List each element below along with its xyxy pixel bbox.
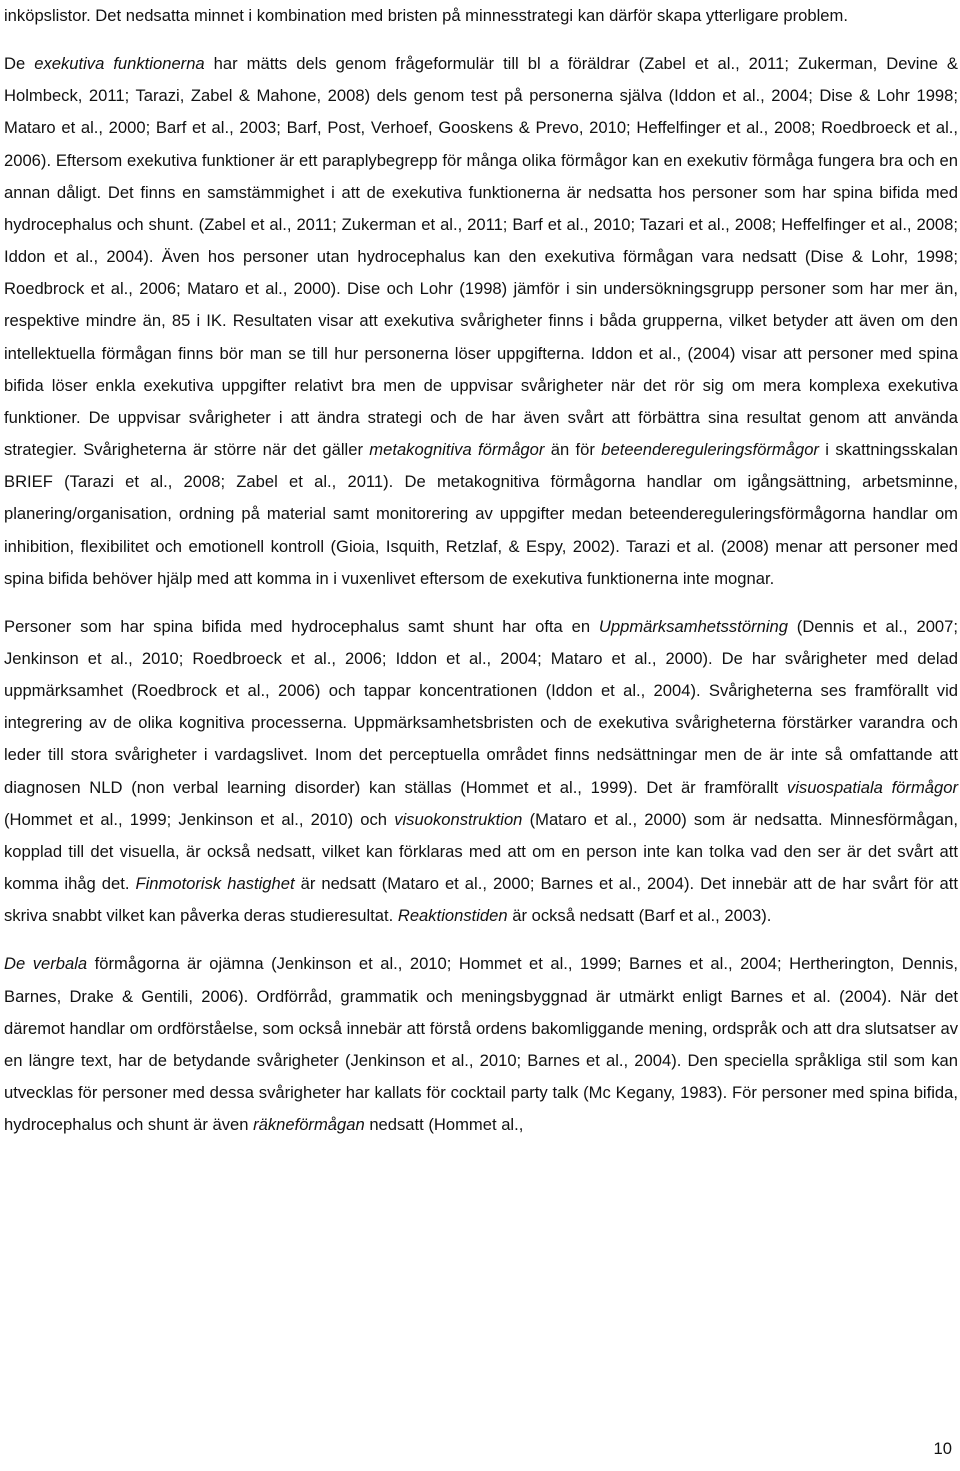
text-run: förmågorna är ojämna (Jenkinson et al., 2010; Hommet et al., 1999; Barnes et al., 2004; Hertherington, Dennis, Barnes, Drake & Gentili, 2006). Ordförråd, grammatik och meningsbyggnad är utmärkt enligt Barnes et al. (2004). När det däremot handlar om ordförståelse, som också innebär att förstå ordens bakomliggande mening, ordspråk och att dra slutsatser av en längre text, har de betydande svårigheter (Jenkinson et al., 2010; Barnes et al., 2004). Den speciella språkliga stil som kan utvecklas för personer med dessa svårigheter har kallats för cocktail party talk (Mc Kegany, 1983). För personer med spina bifida, hydrocephalus och shunt är även xyxy=(4,954,958,1135)
italic-term: Reaktionstiden xyxy=(397,906,508,926)
text-run: inköpslistor. Det nedsatta minnet i kombination med bristen på minnesstrategi kan därför skapa ytterligare problem. xyxy=(4,6,848,25)
text-run: (Dennis et al., 2007; Jenkinson et al., 2010; Roedbroeck et al., 2006; Iddon et al., 2004; Mataro et al., 2000). De har svårigheter med delad uppmärksamhet (Roedbrock et al., 2006) och tappar koncentrationen (Iddon et al., 2004). Svårigheterna ses framförallt vid integrering av de olika kognitiva processerna. Uppmärksamhetsbristen och de exekutiva svårigheterna förstärker varandra och leder till stora svårigheter i vardagslivet. Inom det perceptuella området finns nedsättningar men de är inte så omfattande att diagnosen NLD (non verbal learning disorder) kan ställas (Hommet et al., 1999). Det är framförallt xyxy=(4,616,958,797)
paragraph-memory-strategy xyxy=(4,0,958,32)
italic-term: De verbala xyxy=(4,954,88,974)
italic-term: räkneförmågan xyxy=(253,1115,365,1135)
text-run: nedsatt (Hommet al., xyxy=(364,1115,524,1135)
text-run: har mätts dels genom frågeformulär till bl a föräldrar (Zabel et al., 2011; Zukerman, Devine & Holmbeck, 2011; Tarazi, Zabel & Mahone, 2008) dels genom test på personerna själva (Iddon et al., 2004; Dise & Lohr 1998; Mataro et al., 2000; Barf et al., 2003; Barf, Post, Verhoef, Gooskens & Prevo, 2010; Heffelfinger et al., 2008; Roedbroeck et al., 2006). Eftersom exekutiva funktioner är ett paraplybegrepp för många olika förmågor kan en exekutiv förmåga fungera bra och en annan dåligt. Det finns en samstämmighet i att de exekutiva funktionerna är nedsatta hos personer som har spina bifida med hydrocephalus och shunt. (Zabel et al., 2011; Zukerman et al., 2011; Barf et al., 2010; Tazari et al., 2008; Heffelfinger et al., 2008; Iddon et al., 2004). Även hos personer utan hydrocephalus kan den exekutiva förmågan vara nedsatt (Dise & Lohr, 1998; Roedbrock et al., 2006; Mataro et al., 2000). Dise och Lohr (1998) jämför i sin undersökningsgrupp personer som har mer än, respektive mindre än, 85 i IK. Resultaten visar att exekutiva svårigheter finns i båda grupperna, vilket betyder att även om den intellektuella förmågan finns bör man se till hur personerna löser uppgifterna. Iddon et al., (2004) visar att personer med spina bifida löser enkla exekutiva uppgifter relativt bra men de uppvisar svårigheter när det rör sig om mera komplexa exekutiva funktioner. De uppvisar svårigheter i att ändra strategi och de har även svårt att förbättra sina resultat genom att använda strategier. Svårigheterna är större när det gäller xyxy=(4,54,958,460)
text-run: (Hommet et al., 1999; Jenkinson et al., 2010) och xyxy=(4,809,395,829)
italic-term: Uppmärksamhetsstörning xyxy=(598,616,788,636)
document-body xyxy=(4,0,958,1141)
paragraph-verbal-abilities xyxy=(4,948,958,1141)
text-run: är också nedsatt (Barf et al., 2003). xyxy=(507,906,772,926)
text-run: än för xyxy=(544,440,602,460)
italic-term: visuokonstruktion xyxy=(394,809,523,829)
italic-term: metakognitiva förmågor xyxy=(369,440,545,460)
italic-term: visuospatiala förmågor xyxy=(786,777,958,797)
italic-term: beteendereguleringsförmågor xyxy=(601,440,819,460)
text-run: är nedsatt (Mataro et al., 2000; Barnes et al., 2004). Det innebär att de har svårt för att skriva snabbt vilket kan påverka deras studieresultat. xyxy=(4,874,958,926)
text-run: De xyxy=(4,54,35,74)
page-number: 10 xyxy=(933,1439,952,1458)
text-run: Personer som har spina bifida med hydrocephalus samt shunt har ofta en xyxy=(4,616,599,636)
text-run: (Mataro et al., 2000) som är nedsatta. Minnesförmågan, kopplad till det visuella, är också nedsatt, vilket kan förklaras med att om en person inte kan tolka vad den ser är det svårt att komma ihåg det. xyxy=(4,809,958,894)
paragraph-executive-functions xyxy=(4,48,958,595)
italic-term: exekutiva funktionerna xyxy=(34,54,205,74)
paragraph-attention xyxy=(4,611,958,933)
text-run: i skattningsskalan BRIEF (Tarazi et al., 2008; Zabel et al., 2011). De metakognitiva förmågorna handlar om igångsättning, arbetsminne, planering/organisation, ordning på material samt monitorering av uppgifter medan beteendereguleringsförmågorna handlar om inhibition, flexibilitet och emotionell kontroll (Gioia, Isquith, Retzlaf, & Espy, 2002). Tarazi et al. (2008) menar att personer med spina bifida behöver hjälp med att komma in i vuxenlivet eftersom de exekutiva funktionerna inte mognar. xyxy=(4,440,958,588)
italic-term: Finmotorisk hastighet xyxy=(135,874,295,894)
